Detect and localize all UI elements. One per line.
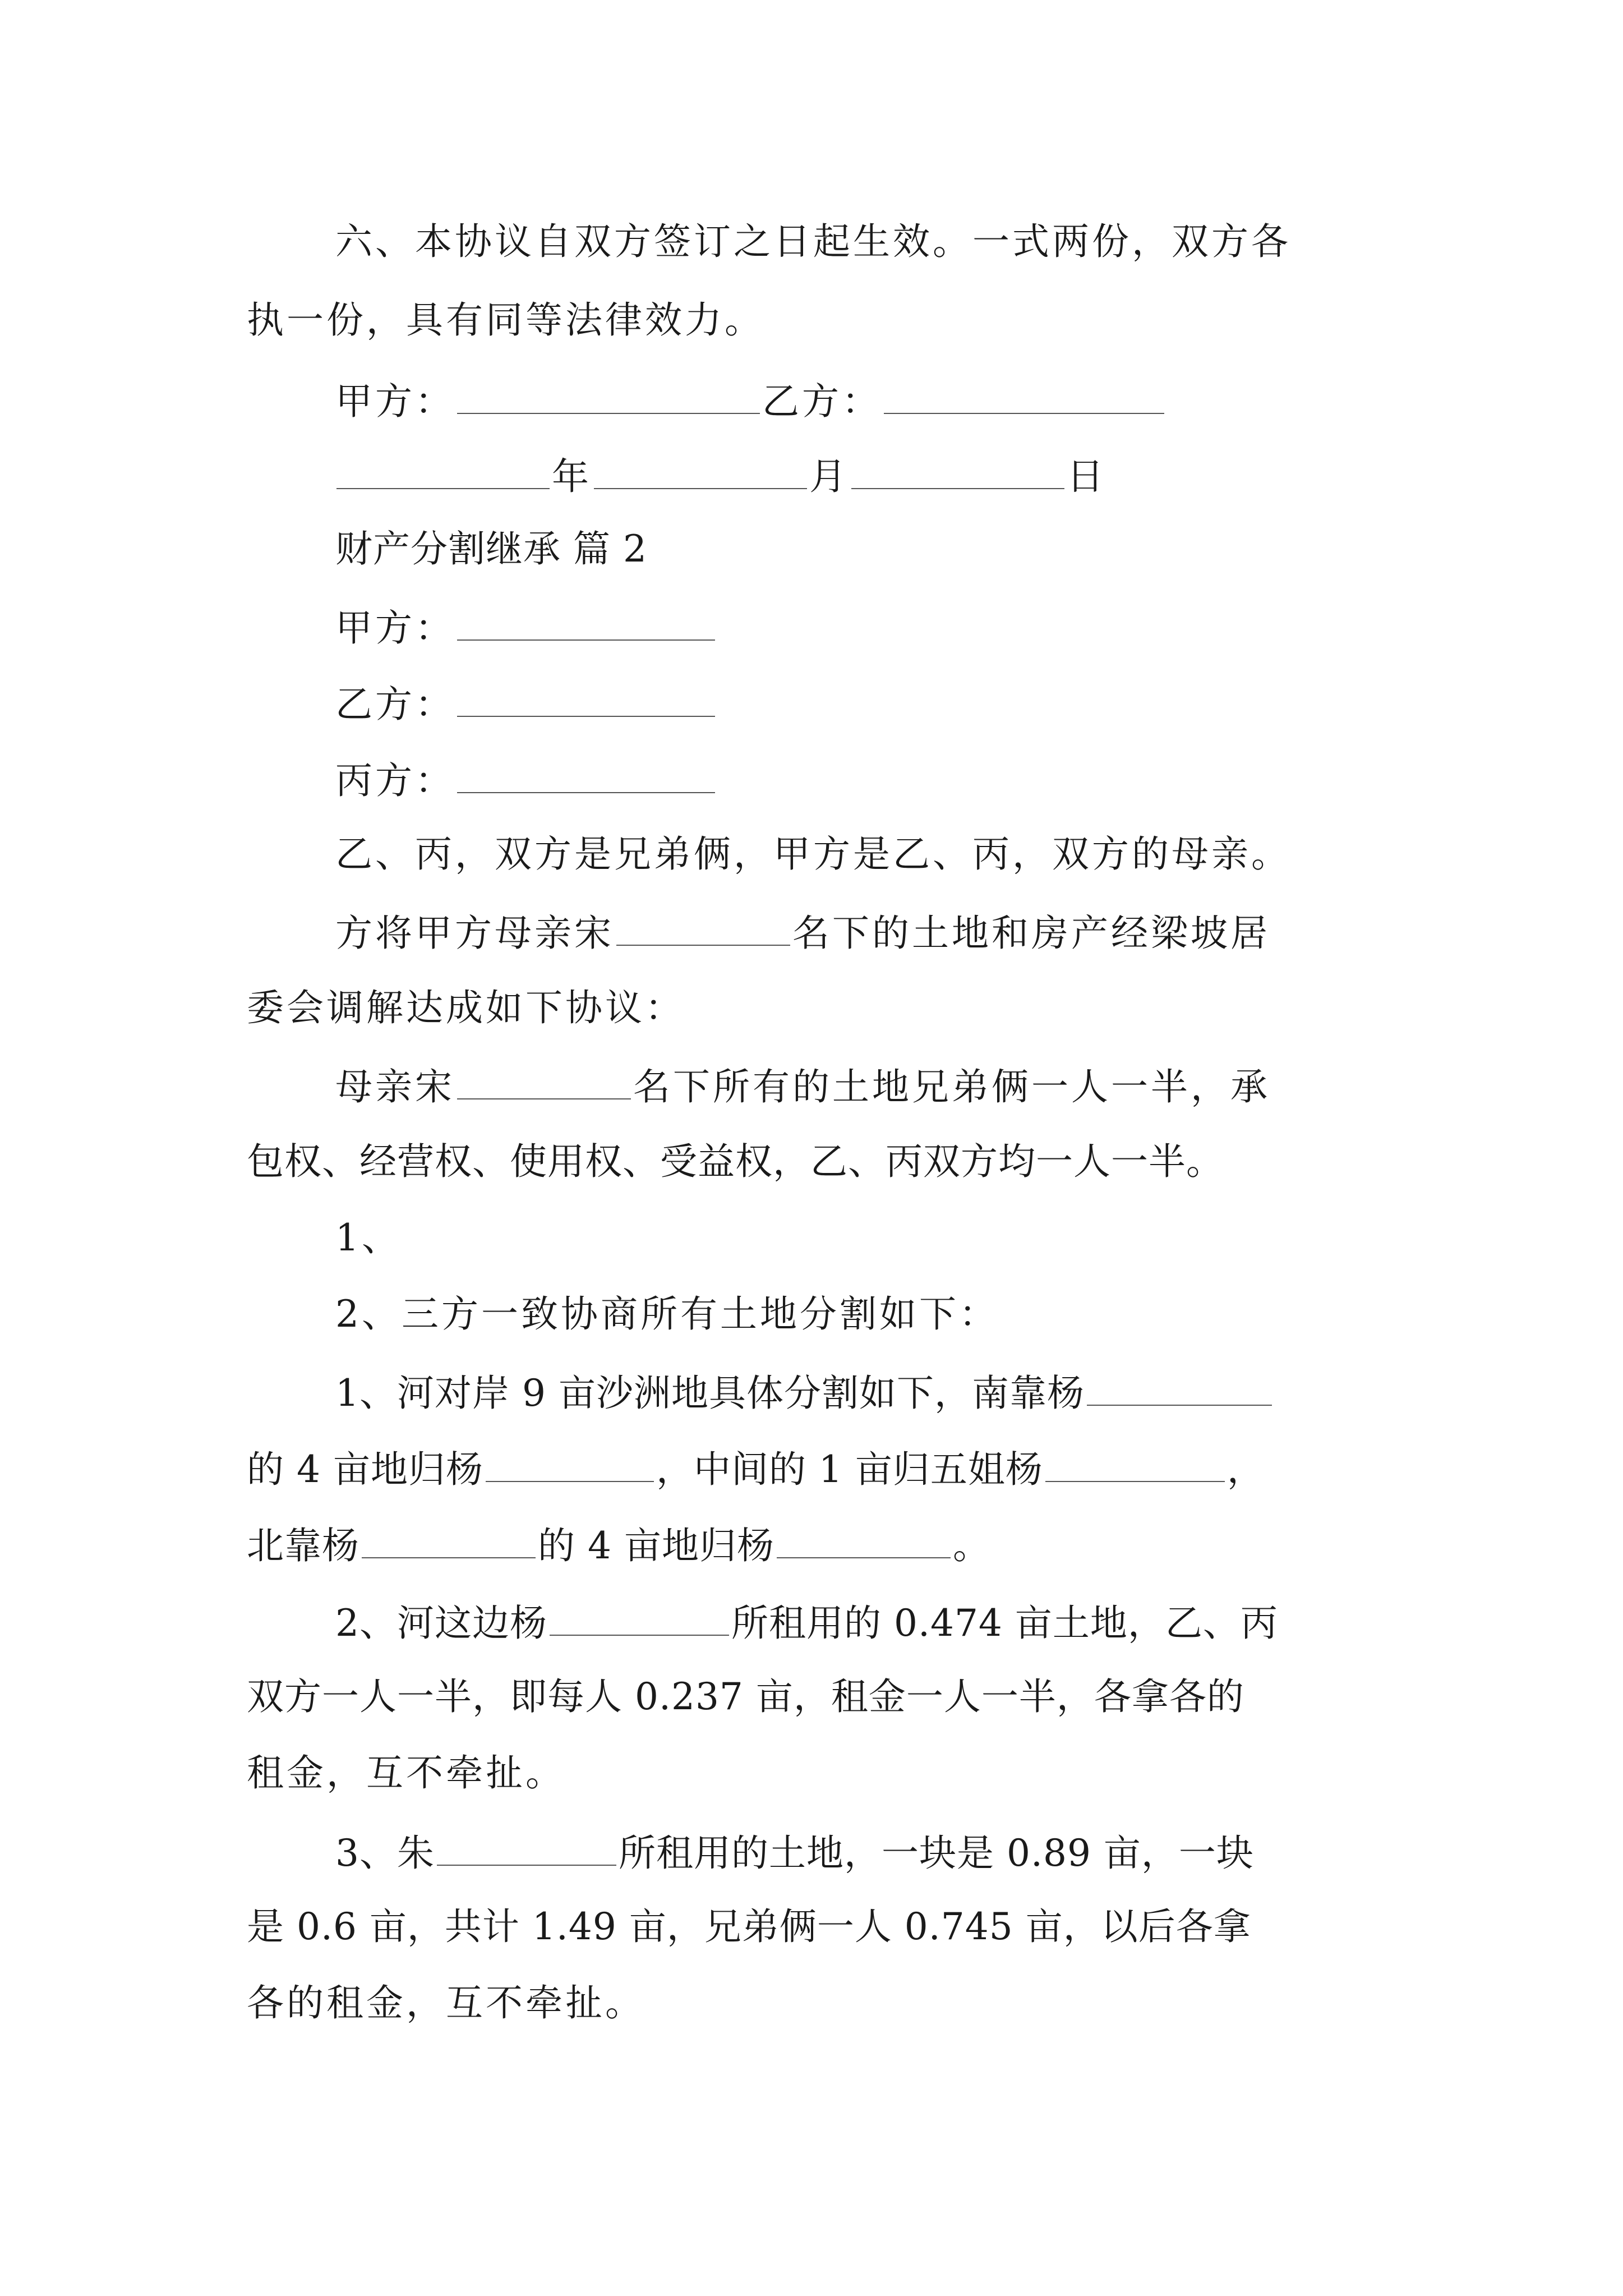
party-a-row bbox=[335, 606, 717, 650]
section-heading: 财产分割继承 篇 2 bbox=[335, 527, 647, 570]
party-a-label: 甲方： bbox=[335, 606, 455, 650]
split-two-line-1 bbox=[335, 1602, 1278, 1645]
mediation-line-1 bbox=[335, 912, 1270, 955]
month-blank bbox=[594, 455, 807, 489]
split-one-text: 1、河对岸 9 亩沙洲地具体分割如下，南靠杨 bbox=[335, 1372, 1085, 1415]
item-two: 2、三方一致协商所有土地分割如下： bbox=[335, 1292, 999, 1336]
party-a-blank bbox=[457, 380, 760, 414]
name-blank bbox=[777, 1525, 951, 1558]
item-one: 1、 bbox=[335, 1216, 402, 1259]
party-b-label: 乙方： bbox=[335, 683, 455, 726]
party-b-blank bbox=[457, 683, 715, 717]
split-two-line-2: 双方一人一半，即每人 0.237 亩，租金一人一半，各拿各的 bbox=[247, 1675, 1244, 1718]
mediation-text-b: 名下的土地和房产经梁坡居 bbox=[792, 912, 1270, 955]
split-one-line-3 bbox=[247, 1525, 990, 1565]
split-one-line-2 bbox=[247, 1448, 1265, 1491]
split-one-text-c: ， bbox=[1227, 1448, 1265, 1491]
split-two-text-a: 2、河这边杨 bbox=[335, 1602, 547, 1645]
name-blank bbox=[362, 1525, 536, 1558]
party-a-label: 甲方： bbox=[335, 380, 455, 423]
split-one-text-d: 北靠杨 bbox=[247, 1524, 359, 1567]
split-one-text-b: ，中间的 1 亩归五姐杨 bbox=[656, 1448, 1043, 1491]
year-blank bbox=[336, 455, 550, 489]
signature-line bbox=[335, 380, 1166, 423]
party-c-blank bbox=[457, 760, 715, 793]
party-c-label: 丙方： bbox=[335, 759, 455, 802]
split-one-text-a: 的 4 亩地归杨 bbox=[247, 1448, 483, 1491]
party-b-row bbox=[335, 683, 717, 726]
split-three-line-1 bbox=[335, 1832, 1254, 1875]
name-blank bbox=[1087, 1372, 1272, 1406]
land-share-text-b: 名下所有的土地兄弟俩一人一半，承 bbox=[633, 1065, 1270, 1108]
year-label: 年 bbox=[552, 455, 592, 498]
land-share-line-1 bbox=[335, 1066, 1270, 1106]
mother-name-blank bbox=[616, 912, 790, 946]
name-blank bbox=[437, 1832, 616, 1866]
land-share-text-a: 母亲宋 bbox=[335, 1065, 455, 1108]
split-one-text-f: 。 bbox=[952, 1524, 990, 1567]
split-three-text-a: 3、朱 bbox=[335, 1832, 435, 1875]
split-one-text-e: 的 4 亩地归杨 bbox=[538, 1524, 774, 1567]
split-two-text-b: 所租用的 0.474 亩土地，乙、丙 bbox=[731, 1602, 1278, 1645]
clause-six-line-2: 执一份，具有同等法律效力。 bbox=[247, 298, 764, 342]
name-blank bbox=[486, 1448, 654, 1482]
day-blank bbox=[851, 455, 1064, 489]
split-three-line-2: 是 0.6 亩，共计 1.49 亩，兄弟俩一人 0.745 亩，以后各拿 bbox=[247, 1905, 1251, 1948]
party-b-label: 乙方： bbox=[762, 380, 882, 423]
mother-name-blank bbox=[457, 1066, 631, 1099]
clause-six-line-1: 六、本协议自双方签订之日起生效。一式两份，双方各 bbox=[335, 220, 1291, 263]
mediation-line-2: 委会调解达成如下协议： bbox=[247, 986, 685, 1029]
party-b-blank bbox=[884, 380, 1164, 414]
party-c-row bbox=[335, 759, 717, 802]
name-blank bbox=[550, 1602, 729, 1636]
land-share-line-2: 包权、经营权、使用权、受益权，乙、丙双方均一人一半。 bbox=[247, 1140, 1224, 1183]
split-three-line-3: 各的租金，互不牵扯。 bbox=[247, 1981, 645, 2024]
party-a-blank bbox=[457, 607, 715, 641]
split-one-line-1 bbox=[335, 1372, 1274, 1415]
day-label: 日 bbox=[1067, 455, 1106, 498]
month-label: 月 bbox=[809, 455, 849, 498]
relationship-paragraph: 乙、丙，双方是兄弟俩，甲方是乙、丙，双方的母亲。 bbox=[335, 832, 1291, 876]
split-three-text-b: 所租用的土地，一块是 0.89 亩，一块 bbox=[619, 1832, 1254, 1875]
date-line bbox=[334, 455, 1106, 498]
name-blank bbox=[1045, 1448, 1225, 1482]
mediation-text-a: 方将甲方母亲宋 bbox=[335, 912, 614, 955]
split-two-line-3: 租金，互不牵扯。 bbox=[247, 1751, 565, 1795]
